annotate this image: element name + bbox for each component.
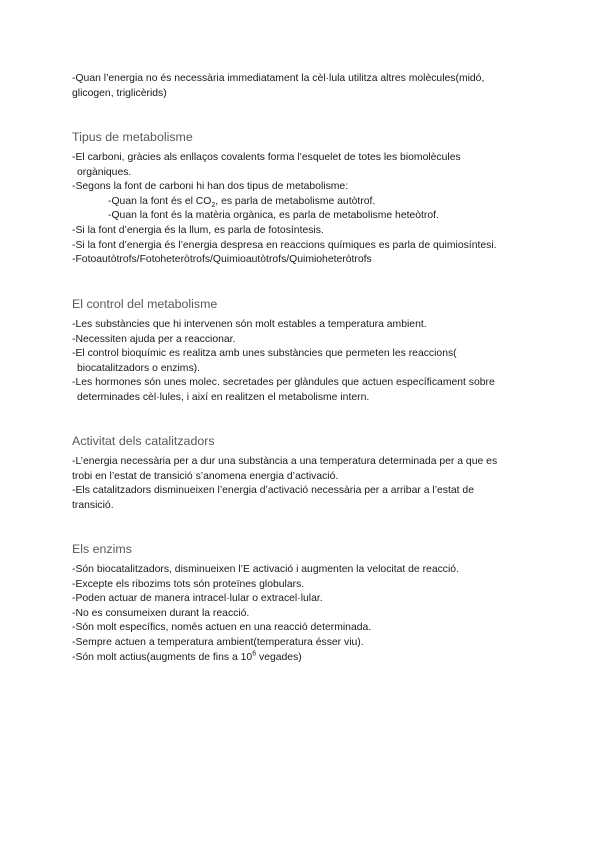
text-line: -El carboni, gràcies als enllaços covalents forma l’esquelet de totes les biomolècules bbox=[72, 152, 461, 163]
text-line: orgàniques. bbox=[77, 166, 132, 178]
section-tipus-de-metabolisme bbox=[72, 129, 542, 268]
text-fragment: -Són molt actius(augments de fins a 10 bbox=[72, 651, 253, 663]
text-line: determinades cèl·lules, i així en realitzen el metabolisme intern. bbox=[77, 391, 370, 403]
intro-paragraph bbox=[72, 72, 542, 101]
text-line: -Els catalitzadors disminueixen l’energia d’activació necessària per a arribar a l’estat de bbox=[72, 485, 474, 497]
text-line bbox=[72, 195, 542, 210]
text-line bbox=[72, 651, 542, 666]
text-line: -Fotoautòtrofs/Fotoheteròtrofs/Quimioautòtrofs/Quimioheteròtrofs bbox=[72, 254, 372, 266]
text-line: biocatalitzadors o enzims). bbox=[77, 362, 201, 374]
section-els-enzims bbox=[72, 541, 542, 665]
text-line: trobi en l’estat de transició s’anomena energia d’activació. bbox=[72, 470, 339, 482]
text-line: -Si la font d’energia és la llum, es parla de fotosíntesis. bbox=[72, 224, 324, 236]
section-activitat-dels-catalitzadors bbox=[72, 433, 542, 513]
text-line: -Si la font d’energia és l’energia despresa en reaccions químiques es parla de quimiosíntesi. bbox=[72, 239, 497, 251]
text-line: -L’energia necessària per a dur una substància a una temperatura determinada per a que es bbox=[72, 456, 498, 467]
intro-line: glicogen, triglicèrids) bbox=[72, 87, 167, 99]
text-line: -Segons la font de carboni hi han dos tipus de metabolisme: bbox=[72, 181, 349, 193]
text-line: -Poden actuar de manera intracel·lular o extracel·lular. bbox=[72, 593, 323, 605]
section-heading: Tipus de metabolisme bbox=[72, 130, 193, 144]
text-line: -Són biocatalitzadors, disminueixen l’E activació i augmenten la velocitat de reacció. bbox=[72, 564, 459, 575]
text-line: -Excepte els ribozims tots són proteïnes globulars. bbox=[72, 578, 305, 590]
text-line: -Necessiten ajuda per a reaccionar. bbox=[72, 333, 236, 345]
text-line: -No es consumeixen durant la reacció. bbox=[72, 607, 250, 619]
section-heading: Els enzims bbox=[72, 542, 132, 556]
text-line: transició. bbox=[72, 499, 114, 511]
section-control-del-metabolisme bbox=[72, 296, 542, 406]
intro-line: -Quan l’energia no és necessària immediatament la cèl·lula utilitza altres molècules(midó, bbox=[72, 73, 485, 84]
text-line: -El control bioquímic es realitza amb unes substàncies que permeten les reaccions( bbox=[72, 348, 457, 360]
section-heading: Activitat dels catalitzadors bbox=[72, 434, 215, 448]
text-line: -Són molt específics, només actuen en una reacció determinada. bbox=[72, 622, 372, 634]
text-fragment: vegades) bbox=[256, 651, 302, 663]
text-fragment: -Quan la font és el CO bbox=[108, 195, 212, 207]
subscript: 2 bbox=[211, 201, 216, 209]
text-line: -Les hormones són unes molec. secretades per glàndules que actuen específicament sobre bbox=[72, 377, 495, 389]
section-heading: El control del metabolisme bbox=[72, 297, 218, 311]
text-fragment: , es parla de metabolisme autòtrof. bbox=[215, 195, 376, 207]
text-line: -Les substàncies que hi intervenen són molt estables a temperatura ambient. bbox=[72, 319, 427, 330]
text-line: -Sempre actuen a temperatura ambient(temperatura ésser viu). bbox=[72, 636, 364, 648]
superscript: 6 bbox=[252, 650, 257, 658]
text-line: -Quan la font és la matèria orgànica, es parla de metabolisme heteòtrof. bbox=[108, 210, 439, 222]
